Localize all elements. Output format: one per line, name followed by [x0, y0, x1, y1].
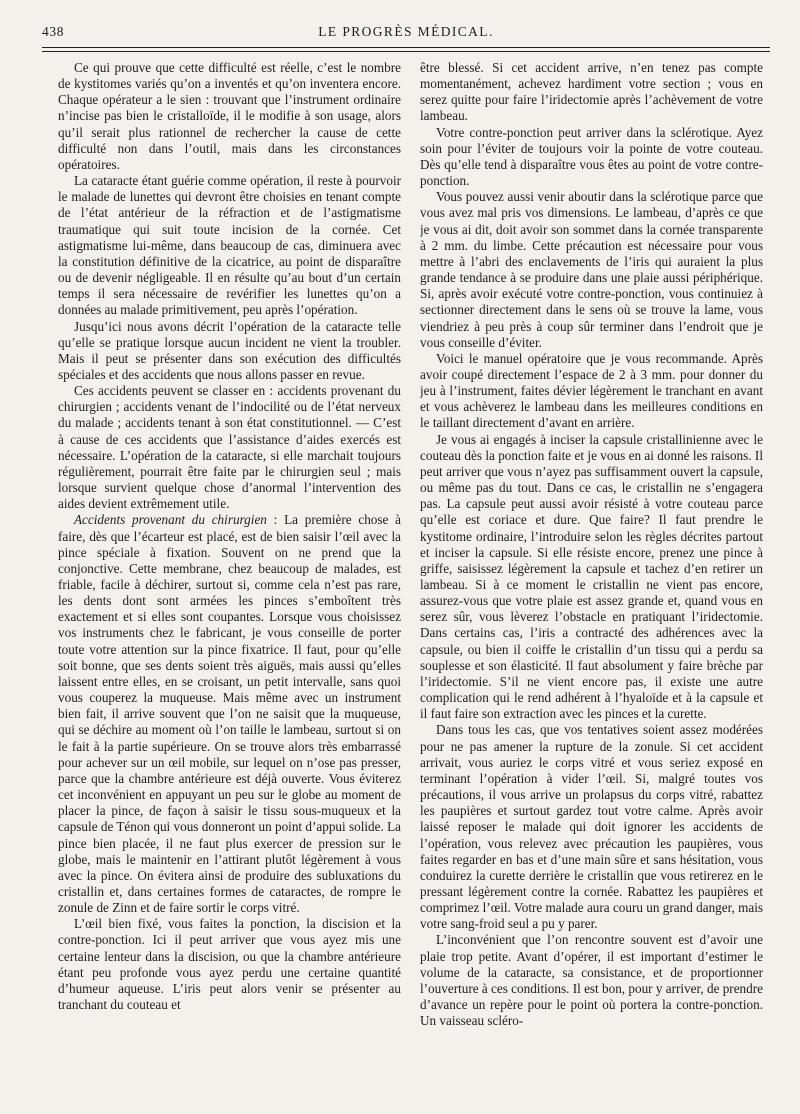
- paragraph: L’inconvénient que l’on rencontre souvent est d’avoir une plaie trop petite. Avant d’opérer, il est important d’estimer le volume de la cataracte, sa consistance, et de proportionner l’ouverture à ces conditions. Il est bon, pour y arriver, de prendre d’avance un repère pour le point où portera la contre-ponction. Un vaisseau scléro-: [420, 932, 763, 1029]
- left-column: [58, 60, 401, 1106]
- running-title: LE PROGRÈS MÉDICAL.: [318, 24, 494, 39]
- section-heading-italic: Accidents provenant du chirurgien: [74, 512, 267, 528]
- paragraph: Dans tous les cas, que vos tentatives soient assez modérées pour ne pas amener la rupture de la zonule. Si cet accident arrivait, vous auriez le corps vitré et vous seriez exposé en terminant l’opération à vider l’œil. Si, malgré toutes vos précautions, il vous arrive un prolapsus du corps vitré, rabattez les paupières et surtout gardez tout votre calme. Après avoir laissé reposer le malade qui doit ignorer les accidents de l’opération, vous relevez avec précaution les paupières, vous faites regarder en bas et d’une main sûre et sans hésitation, vous conduirez la curette derrière le cristallin que vous retirerez en le pressant légèrement contre la cornée. Rabattez les paupières et comprimez l’œil. Votre malade aura couru un grand danger, mais votre sang-froid seul a pu y parer.: [420, 722, 763, 932]
- paragraph: Ce qui prouve que cette difficulté est réelle, c’est le nombre de kystitomes variés qu’on a inventés et qu’on inventera encore. Chaque opérateur a le sien : trouvant que l’instrument ordinaire n’incise pas bien le cristalloïde, il le modifie à son usage, alors qu’il serait plus rationnel de rechercher la cause de cette difficulté non dans l’outil, mais dans les circonstances opératoires.: [58, 60, 401, 172]
- paragraph: Votre contre-ponction peut arriver dans la sclérotique. Ayez soin pour l’éviter de toujours voir la pointe de votre couteau. Dès qu’elle tend à disparaître vous êtes au point de votre contre-ponction.: [420, 124, 763, 189]
- paragraph: Je vous ai engagés à inciser la capsule cristallinienne avec le couteau dès la ponction faite et je vous en ai donné les raisons. Il peut arriver que vous n’ayez pas suffisamment ouvert la capsule, ou même pas du tout. Dans ce cas, le cristallin ne s’engagera pas. La capsule peut aussi avoir résisté à votre couteau parce qu’elle est coriace et dure. Que faire? Il faut prendre le kystitome ordinaire, l’introduire selon les règles décrites partout et inciser la capsule. Si elle résiste encore, prenez une pince à griffe, saisissez légèrement la capsule et tachez d’en retirer un lambeau. Si à ce moment le cristallin ne vient pas encore, assurez-vous que votre plaie est assez grande et, quand vous en serez sûr, vous lèverez l’obstacle en pratiquant l’iridectomie. Dans certains cas, l’iris a contracté des adhérences avec la capsule, ou bien il coiffe le cristallin d’un tissu qui a perdu sa souplesse et son élasticité. Il faut absolument y faire brèche par l’iridectomie. S’il ne vient encore pas, il existe une autre complication qui le rend adhérent à l’hyaloïde et à la capsule et il faut faire son extraction avec les pinces et la curette.: [420, 431, 763, 722]
- paragraph: La cataracte étant guérie comme opération, il reste à pourvoir le malade de lunettes qui devront être choisies en tenant compte de l’état antérieur de la réfraction et de l’astigmatisme traumatique qui suit toute incision de la cornée. Cet astigmatisme lui-même, dans beaucoup de cas, diminuera avec la constitution définitive de la cicatrice, au point de disparaître ou de devenir négligeable. Il en résulte qu’au bout d’un certain temps il sera nécessaire de revérifier les lunettes qu’on a données au malade primitivement, peu après l’opération.: [58, 173, 401, 318]
- page-header: [42, 24, 770, 46]
- paragraph: Ces accidents peuvent se classer en : accidents provenant du chirurgien ; accidents venant de l’indocilité ou de l’état nerveux du malade ; accidents tenant à son état constitutionnel. — C’est à cause de ces accidents que l’assistance d’aides exercés est nécessaire. L’opération de la cataracte, si elle marchait toujours régulièrement, pourrait être faite par le chirurgien seul ; mais lorsque survient quelque chose d’anormal l’intervention des aides devient extrêmement utile.: [58, 383, 401, 512]
- paragraph-text: : La première chose à faire, dès que l’écarteur est placé, est de bien saisir l’œil avec la pince spéciale à fixation. Souvent on ne prend que la conjonctive. Cette membrane, chez beaucoup de malades, est friable, facile à déchirer, surtout si, comme cela n’est pas rare, les dents dont sont armées les pinces s’emboîtent très exactement et si elles sont coupantes. Lorsque vous choisissez vos instruments chez le fabricant, je vous conseille de porter toute votre attention sur la pince fixatrice. Il faut, pour qu’elle soit bonne, que ses dents soient très aiguës, mais aussi qu’elles laissent entre elles, en se croisant, un petit intervalle, sans quoi vous couperez la muqueuse. Mais même avec un instrument bien fait, il arrive souvent que l’on ne saisit que la muqueuse, qui se déchire au moment où l’on taille le lambeau, surtout si on le fait à la partie supérieure. On se trouve alors très embarrassé pour achever sur un œil mobile, sur lequel on n’ose pas presser, parce que la chambre antérieure est déjà ouverte. Vous éviterez cet inconvénient en appuyant un peu sur le globe au moment de placer la pince, de façon à saisir le tissu sous-muqueux et la capsule de Ténon qui vous donneront un point d’appui solide. La pince bien placée, il ne faut plus exercer de pression sur le globe, mais le maintenir en l’attirant plutôt légèrement à vous avec la pince. On évitera ainsi de produire des subluxations du cristallin et, dans certaines formes de cataractes, de rompre le zonule de Zinn et de faire sortir le corps vitré.: [58, 512, 401, 916]
- paragraph: Jusqu’ici nous avons décrit l’opération de la cataracte telle qu’elle se pratique lorsque aucun incident ne vient la troubler. Mais il peut se présenter dans son exécution des difficultés spéciales et des accidents que nous allons passer en revue.: [58, 318, 401, 382]
- paragraph: L’œil bien fixé, vous faites la ponction, la discision et la contre-ponction. Ici il peut arriver que vous ayez mis une certaine lenteur dans la discision, ou que la chambre antérieure étant peu profonde vous ayez perdu une certaine quantité d’humeur aqueuse. L’iris peut alors venir se présenter au tranchant du couteau et: [58, 916, 401, 1013]
- right-column: [420, 60, 763, 1106]
- paragraph: Vous pouvez aussi venir aboutir dans la sclérotique parce que vous avez mal pris vos dimensions. Le lambeau, d’après ce que je vous ai dit, doit avoir son sommet dans la cornée transparente à 2 mm. du limbe. Cette précaution est nécessaire pour vous mettre à l’abri des enclavements de l’iris qui auraient la plus grande tendance à se produire dans une plaie aussi périphérique. Si, après avoir exécuté votre contre-ponction, vous continuiez à sectionner directement dans le sens où se trouve la lame, vous viendriez à peu près à coup sûr terminer dans l’endroit que je vous conseille d’éviter.: [420, 189, 763, 350]
- paragraph: Voici le manuel opératoire que je vous recommande. Après avoir coupé directement l’espace de 2 à 3 mm. pour donner du jeu à l’instrument, faites dévier légèrement le tranchant en avant et vous achèverez le lambeau dans les meilleures conditions en le taillant directement d’avant en arrière.: [420, 350, 763, 431]
- header-rule-thin: [42, 51, 770, 52]
- paragraph: [58, 512, 401, 916]
- header-rule-thick: [42, 47, 770, 48]
- page-number: 438: [42, 24, 65, 39]
- paragraph-continuation: être blessé. Si cet accident arrive, n’en tenez pas compte momentanément, achevez hardiment votre section ; vous en serez quitte pour faire l’iridectomie après l’achèvement de votre lambeau.: [420, 60, 763, 124]
